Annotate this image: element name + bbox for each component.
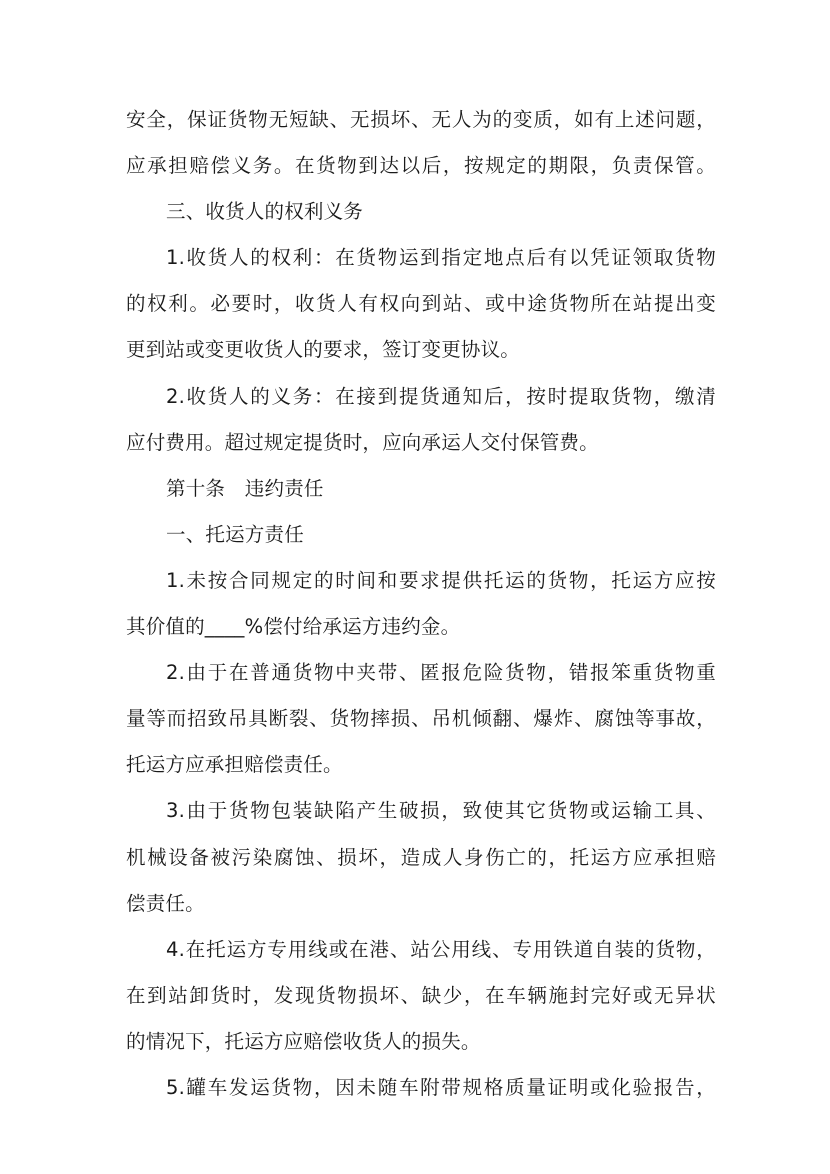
text-line: 2.收货人的义务：在接到提货通知后，按时提取货物，缴清 [166,384,716,408]
text-line: 其价值的____%偿付给承运方违约金。 [126,615,461,639]
text-line: 在到站卸货时，发现货物损坏、缺少，在车辆施封完好或无异状 [126,983,716,1007]
article-heading: 第十条 违约责任 [166,476,324,500]
text-line: 更到站或变更收货人的要求，签订变更协议。 [126,338,521,362]
text-line: 1.未按合同规定的时间和要求提供托运的货物，托运方应按 [166,568,716,592]
text-line: 2.由于在普通货物中夹带、匿报危险货物，错报笨重货物重 [166,661,716,685]
text-line: 量等而招致吊具断裂、货物摔损、吊机倾翻、爆炸、腐蚀等事故， [126,707,716,731]
document-body [126,97,716,1111]
text-line: 机械设备被污染腐蚀、损坏，造成人身伤亡的，托运方应承担赔 [126,845,716,869]
section-heading: 一、托运方责任 [166,522,304,546]
text-line: 应付费用。超过规定提货时，应向承运人交付保管费。 [126,430,599,454]
text-line: 5.罐车发运货物，因未随车附带规格质量证明或化验报告， [166,1075,716,1099]
text-line: 托运方应承担赔偿责任。 [126,753,343,777]
section-heading: 三、收货人的权利义务 [166,200,364,224]
text-line: 1.收货人的权利：在货物运到指定地点后有以凭证领取货物 [166,246,716,270]
text-line: 4.在托运方专用线或在港、站公用线、专用铁道自装的货物， [166,937,716,961]
text-line: 应承担赔偿义务。在货物到达以后，按规定的期限，负责保管。 [126,154,716,178]
text-line: 的情况下，托运方应赔偿收货人的损失。 [126,1029,481,1053]
text-line: 偿责任。 [126,891,205,915]
text-line: 安全，保证货物无短缺、无损坏、无人为的变质，如有上述问题， [126,108,716,131]
text-line: 的权利。必要时，收货人有权向到站、或中途货物所在站提出变 [126,292,716,316]
text-line: 3.由于货物包装缺陷产生破损，致使其它货物或运输工具、 [166,799,716,823]
